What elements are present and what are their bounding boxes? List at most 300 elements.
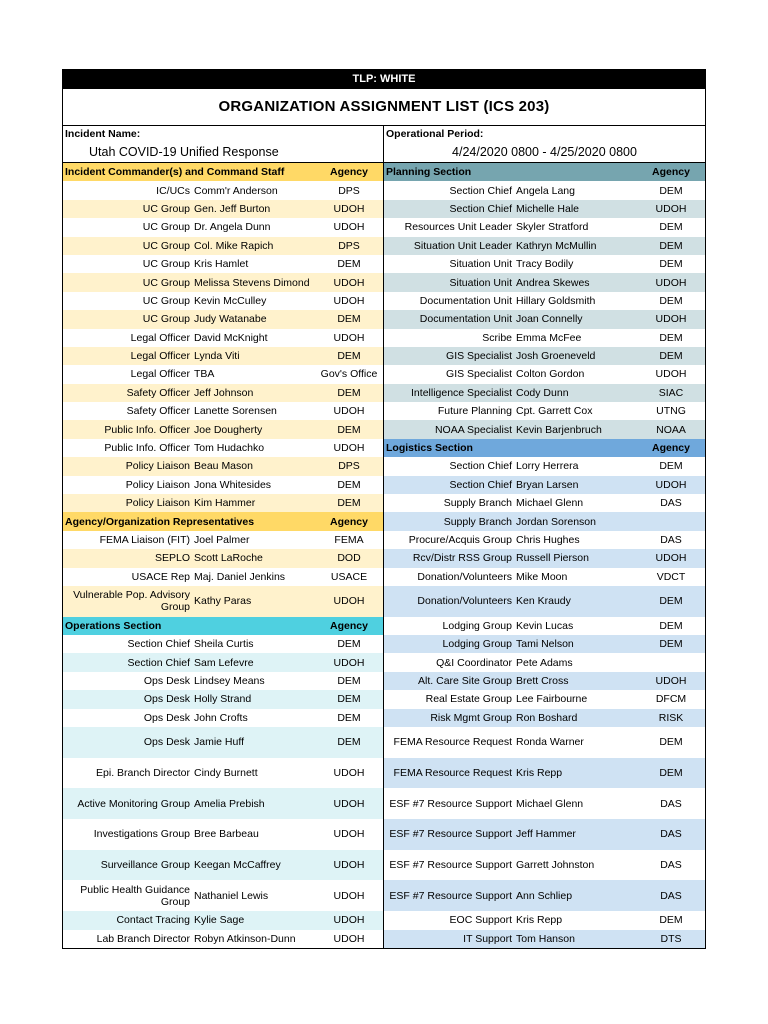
position-title: Scribe [482,331,512,344]
assignee-name: Bryan Larsen [516,478,579,491]
assignee-name: Kim Hammer [194,497,256,510]
assignee-name: Kylie Sage [194,914,245,927]
incident-info-row [62,126,706,163]
section-title: Operations Section [65,619,162,632]
assignee-name: Michael Glenn [516,797,584,810]
position-title: FEMA Resource Request [393,767,512,780]
assignee-agency: DAS [660,497,682,510]
position-title: Section Chief [449,478,512,491]
assignee-name: Dr. Angela Dunn [194,221,271,234]
assignment-row [63,880,383,911]
assignment-row [384,218,705,236]
assignee-agency: NOAA [656,423,686,436]
assignee-agency: DEM [337,423,361,436]
section-header-command [63,163,383,181]
assignee-name: Sheila Curtis [194,638,254,651]
position-title: Section Chief [127,656,190,669]
assignment-columns [62,163,706,949]
assignee-name: Joan Connelly [516,313,583,326]
assignee-agency: DTS [660,932,682,945]
assignment-row [384,512,705,530]
assignee-agency: VDCT [656,570,686,583]
assignee-agency: UDOH [655,675,687,688]
assignee-agency: UDOH [333,202,365,215]
assignee-agency: RISK [658,711,684,724]
assignee-name: Cindy Burnett [194,767,258,780]
assignee-name: Mike Moon [516,570,568,583]
right-assignment-column [384,163,705,948]
assignee-name: Tami Nelson [516,638,574,651]
assignment-row [63,255,383,273]
position-title: Alt. Care Site Group [418,675,512,688]
position-title: NOAA Specialist [434,423,512,436]
assignee-agency: DEM [337,497,361,510]
assignment-row [384,819,705,850]
assignee-name: Jordan Sorenson [516,515,596,528]
assignee-name: Jeff Johnson [194,386,254,399]
assignment-row [63,402,383,420]
assignee-agency: DPS [338,460,360,473]
assignee-name: Kevin McCulley [194,294,267,307]
position-title: Situation Unit [449,258,512,271]
assignment-row [63,653,383,671]
assignee-name: Pete Adams [516,656,573,669]
position-title: ESF #7 Resource Support [389,828,512,841]
assignment-row [63,310,383,328]
position-title: Rcv/Distr RSS Group [412,552,512,565]
operational-period-label: Operational Period: [386,128,484,140]
assignment-row [63,727,383,758]
assignment-row [63,709,383,727]
assignee-name: Gen. Jeff Burton [194,202,271,215]
assignee-name: Comm'r Anderson [194,184,278,197]
assignee-agency: DEM [337,478,361,491]
assignment-row [384,457,705,475]
assignee-agency: UDOH [333,828,365,841]
assignment-row [63,218,383,236]
assignment-row [384,237,705,255]
position-title: Resources Unit Leader [404,221,512,234]
assignee-agency: UDOH [333,859,365,872]
position-title: ESF #7 Resource Support [389,859,512,872]
assignment-row [384,402,705,420]
assignee-agency: DPS [338,184,360,197]
position-title: UC Group [142,276,190,289]
assignee-name: Ronda Warner [516,736,584,749]
position-title: Section Chief [127,638,190,651]
assignee-name: Emma McFee [516,331,582,344]
assignee-agency: UDOH [655,368,687,381]
assignee-name: Kris Hamlet [194,258,249,271]
section-header-agency [63,512,383,530]
position-title: UC Group [142,294,190,307]
position-title: Ops Desk [143,736,190,749]
position-title: Active Monitoring Group [77,797,190,810]
assignee-agency: DEM [337,711,361,724]
assignment-row [63,292,383,310]
assignee-agency: USACE [330,570,368,583]
agency-column-header: Agency [652,166,690,179]
assignment-row [63,549,383,567]
position-title: UC Group [142,258,190,271]
assignee-name: Kevin Barjenbruch [516,423,602,436]
position-title: USACE Rep [131,570,190,583]
assignee-name: Jeff Hammer [516,828,576,841]
assignee-agency: UDOH [333,797,365,810]
position-title: Legal Officer [130,350,190,363]
assignment-row [63,200,383,218]
assignee-agency: UDOH [333,294,365,307]
assignee-name: Kris Repp [516,767,563,780]
assignment-row [63,273,383,291]
position-title: Documentation Unit [419,313,512,326]
assignment-row [63,494,383,512]
position-title: Q&I Coordinator [436,656,512,669]
section-title: Logistics Section [386,442,473,455]
assignee-name: Bree Barbeau [194,828,259,841]
position-title: Ops Desk [143,693,190,706]
assignment-row [384,653,705,671]
assignment-row [384,690,705,708]
assignment-row [63,911,383,929]
assignment-row [384,476,705,494]
position-title: ESF #7 Resource Support [389,797,512,810]
assignment-row [63,672,383,690]
position-title: Investigations Group [93,828,190,841]
assignee-name: Josh Groeneveld [516,350,596,363]
position-title: Policy Liaison [125,478,190,491]
assignee-agency: DAS [660,889,682,902]
incident-name-cell [63,126,384,162]
assignee-agency: DEM [659,914,683,927]
agency-column-header: Agency [330,619,368,632]
assignment-row [384,420,705,438]
assignment-row [384,930,705,948]
assignment-row [384,181,705,199]
assignee-agency: DAS [660,797,682,810]
assignee-agency: DOD [337,552,361,565]
assignee-agency: UDOH [333,331,365,344]
assignee-agency: DEM [659,331,683,344]
position-title: UC Group [142,221,190,234]
ics-203-form [62,69,706,949]
position-title: Donation/Volunteers [417,595,512,608]
assignment-row [63,758,383,789]
position-title: Lodging Group [442,619,512,632]
assignee-agency: UDOH [333,595,365,608]
assignee-agency: DEM [659,294,683,307]
assignee-name: Angela Lang [516,184,575,197]
assignee-name: Kathy Paras [194,595,252,608]
position-title: IT Support [463,932,512,945]
assignee-name: Maj. Daniel Jenkins [194,570,286,583]
assignee-name: Joel Palmer [194,534,250,546]
assignee-name: Brett Cross [516,675,569,688]
assignment-row [384,727,705,758]
assignee-agency: UDOH [655,313,687,326]
assignee-agency: DEM [659,595,683,608]
assignee-agency: DEM [337,313,361,326]
assignee-agency: FEMA [334,534,364,546]
incident-name-label: Incident Name: [65,128,141,140]
assignee-agency: DEM [659,638,683,651]
assignee-agency: DEM [337,638,361,651]
assignment-row [384,911,705,929]
position-title: FEMA Resource Request [393,736,512,749]
assignee-agency: UDOH [333,914,365,927]
position-title: UC Group [142,239,190,252]
position-title: Situation Unit Leader [413,239,512,252]
assignee-name: Michelle Hale [516,202,580,215]
assignee-agency: DEM [659,767,683,780]
assignment-row [384,709,705,727]
assignment-row [384,758,705,789]
assignment-row [384,635,705,653]
assignee-agency: DAS [660,828,682,841]
position-title: Surveillance Group [100,859,190,872]
assignment-row [384,788,705,819]
position-title: Vulnerable Pop. Advisory Group [73,589,190,614]
position-title: Safety Officer [126,405,190,418]
assignment-row [63,329,383,347]
operational-period-value: 4/24/2020 0800 - 4/25/2020 0800 [452,145,637,159]
assignee-name: Keegan McCaffrey [194,859,281,872]
position-title: Public Info. Officer [104,423,190,436]
assignee-agency: DEM [659,221,683,234]
assignee-name: Nathaniel Lewis [194,889,269,902]
assignee-agency: DEM [659,736,683,749]
assignment-row [384,365,705,383]
assignment-row [63,347,383,365]
assignee-name: Judy Watanabe [194,313,267,326]
assignee-name: Hillary Goldsmith [516,294,596,307]
assignee-name: Ron Boshard [516,711,578,724]
position-title: Future Planning [437,405,512,418]
position-title: Procure/Acquis Group [408,534,512,546]
assignee-name: Amelia Prebish [194,797,265,810]
position-title: Ops Desk [143,675,190,688]
assignee-name: Lee Fairbourne [516,693,588,706]
assignment-row [63,457,383,475]
position-title: Ops Desk [143,711,190,724]
assignment-row [384,329,705,347]
assignee-name: Michael Glenn [516,497,584,510]
assignment-row [384,880,705,911]
position-title: Safety Officer [126,386,190,399]
assignee-name: Colton Gordon [516,368,585,381]
assignee-agency: UDOH [655,276,687,289]
assignee-agency: UDOH [333,276,365,289]
assignee-agency: UDOH [333,442,365,455]
assignee-name: Sam Lefevre [194,656,254,669]
assignee-name: Lindsey Means [194,675,265,688]
assignee-name: Jamie Huff [194,736,244,749]
assignee-name: Kris Repp [516,914,563,927]
position-title: UC Group [142,202,190,215]
assignment-row [63,365,383,383]
assignee-name: Kathryn McMullin [516,239,597,252]
assignment-row [63,850,383,881]
assignment-row [63,439,383,457]
assignee-agency: DEM [659,460,683,473]
assignment-row [63,420,383,438]
assignee-agency: UDOH [333,221,365,234]
assignee-name: Beau Mason [194,460,253,473]
section-title: Agency/Organization Representatives [65,515,255,528]
position-title: Section Chief [449,202,512,215]
assignment-row [384,310,705,328]
assignee-agency: UDOH [333,889,365,902]
assignment-row [384,531,705,549]
assignee-name: Tom Hudachko [194,442,265,455]
assignee-name: Lanette Sorensen [194,405,277,418]
assignment-row [384,672,705,690]
assignee-name: Garrett Johnston [516,859,595,872]
position-title: Legal Officer [130,331,190,344]
position-title: Public Info. Officer [104,442,190,455]
assignee-name: John Crofts [194,711,248,724]
section-header-ops [63,617,383,635]
assignee-agency: DEM [337,693,361,706]
assignee-agency: UTNG [656,405,686,418]
position-title: Legal Officer [130,368,190,381]
assignee-agency: UDOH [655,478,687,491]
assignment-row [63,819,383,850]
assignee-agency: DEM [659,258,683,271]
assignment-row [63,635,383,653]
assignment-row [384,255,705,273]
assignee-name: Ann Schliep [516,889,573,902]
position-title: Section Chief [449,184,512,197]
assignee-name: Robyn Atkinson-Dunn [194,932,296,945]
left-assignment-column [63,163,384,948]
assignee-agency: DEM [337,386,361,399]
assignment-row [63,586,383,617]
assignee-agency: DEM [659,239,683,252]
position-title: Policy Liaison [125,497,190,510]
position-title: Supply Branch [443,497,512,510]
assignment-row [384,292,705,310]
assignment-row [63,531,383,549]
assignee-agency: DEM [337,675,361,688]
position-title: Section Chief [449,460,512,473]
operational-period-cell [384,126,705,162]
assignee-name: Melissa Stevens Dimond [194,276,310,289]
assignee-name: Chris Hughes [516,534,580,546]
section-header-planning [384,163,705,181]
assignee-name: Col. Mike Rapich [194,239,274,252]
assignee-name: Tracy Bodily [516,258,574,271]
assignee-name: TBA [194,368,215,381]
position-title: IC/UCs [156,184,190,197]
assignment-row [63,384,383,402]
agency-column-header: Agency [330,515,368,528]
assignment-row [63,690,383,708]
assignment-row [384,200,705,218]
assignee-name: Cody Dunn [516,386,569,399]
assignee-name: Scott LaRoche [194,552,263,565]
position-title: FEMA Liaison (FIT) [99,534,190,546]
assignee-name: Lynda Viti [194,350,240,363]
agency-column-header: Agency [652,442,690,455]
assignee-agency: DEM [337,258,361,271]
assignment-row [63,476,383,494]
agency-column-header: Agency [330,166,368,179]
position-title: Contact Tracing [116,914,190,927]
assignment-row [384,384,705,402]
assignee-agency: DEM [659,350,683,363]
assignment-row [63,237,383,255]
assignee-name: Jona Whitesides [194,478,272,491]
position-title: UC Group [142,313,190,326]
assignee-agency: DFCM [655,693,687,706]
position-title: Lab Branch Director [96,932,190,945]
assignee-name: Ken Kraudy [516,595,571,608]
position-title: SEPLO [154,552,190,565]
assignee-name: Lorry Herrera [516,460,579,473]
assignee-agency: DEM [659,619,683,632]
assignee-name: Joe Dougherty [194,423,263,436]
position-title: GIS Specialist [446,368,512,381]
assignee-name: Kevin Lucas [516,619,574,632]
assignee-agency: DPS [338,239,360,252]
position-title: Supply Branch [443,515,512,528]
assignee-agency: DEM [337,350,361,363]
assignment-row [384,568,705,586]
assignment-row [384,586,705,617]
position-title: Donation/Volunteers [417,570,512,583]
assignee-name: David McKnight [194,331,268,344]
assignee-agency: UDOH [333,932,365,945]
assignee-agency: Gov's Office [320,368,378,381]
assignment-row [384,494,705,512]
section-title: Planning Section [386,166,472,179]
section-title: Incident Commander(s) and Command Staff [65,166,285,179]
assignment-row [384,347,705,365]
assignee-name: Holly Strand [194,693,252,706]
assignment-row [63,930,383,948]
assignee-name: Russell Pierson [516,552,589,565]
position-title: Intelligence Specialist [411,386,512,399]
position-title: Documentation Unit [419,294,512,307]
section-header-logistics [384,439,705,457]
assignee-name: Andrea Skewes [516,276,590,289]
incident-name-value: Utah COVID-19 Unified Response [89,145,279,159]
assignee-agency: UDOH [333,405,365,418]
assignee-agency: UDOH [333,656,365,669]
assignment-row [384,850,705,881]
position-title: Risk Mgmt Group [430,711,512,724]
position-title: Situation Unit [449,276,512,289]
assignment-row [384,617,705,635]
position-title: GIS Specialist [446,350,512,363]
position-title: EOC Support [449,914,512,927]
position-title: Epi. Branch Director [96,767,190,780]
assignment-row [63,568,383,586]
assignee-agency: DEM [659,184,683,197]
assignee-agency: SIAC [658,386,684,399]
position-title: Real Estate Group [425,693,512,706]
assignee-agency: DAS [660,859,682,872]
tlp-banner: TLP: WHITE [62,69,706,89]
position-title: Lodging Group [442,638,512,651]
assignee-agency: UDOH [333,767,365,780]
assignee-name: Skyler Stratford [516,221,589,234]
assignee-agency: DAS [660,534,682,546]
position-title: ESF #7 Resource Support [389,889,512,902]
assignment-row [63,788,383,819]
assignee-agency: UDOH [655,552,687,565]
